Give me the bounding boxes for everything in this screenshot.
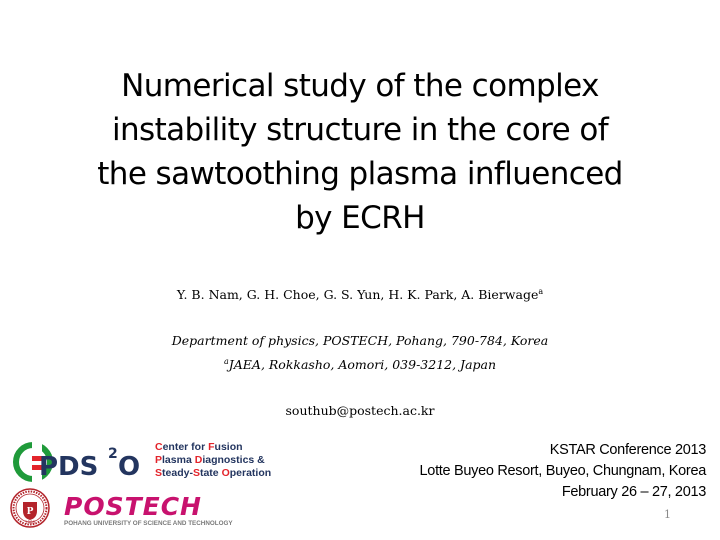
affiliation-2 — [0, 357, 720, 372]
author-names: Y. B. Nam, G. H. Choe, G. S. Yun, H. K. Park, A. Bierwage — [176, 287, 539, 303]
affiliation-2-text: JAEA, Rokkasho, Aomori, 039-3212, Japan — [228, 357, 497, 373]
affiliation-1 — [0, 333, 720, 348]
postech-seal-icon — [11, 489, 49, 527]
title-line-3: the sawtoothing plasma influenced — [97, 156, 623, 192]
svg-text:P: P — [26, 507, 34, 517]
pds2o-logo-mark — [12, 440, 154, 486]
postech-subtitle: POHANG UNIVERSITY OF SCIENCE AND TECHNOLOGY — [64, 520, 233, 527]
conference-venue: Lotte Buyeo Resort, Buyeo, Chungnam, Korea — [419, 463, 706, 479]
pds2o-logo-text: Center for Fusion Plasma Diagnostics & Steady-State Operation — [155, 441, 272, 479]
postech-logo — [10, 488, 260, 530]
postech-seal-year: 1986 — [24, 520, 36, 525]
conference-info — [420, 440, 706, 503]
slide-title — [40, 64, 680, 240]
affiliation-1-text: Department of physics, POSTECH, Pohang, 790-784, Korea — [171, 333, 549, 348]
contact-email: southub@postech.ac.kr — [285, 403, 435, 418]
title-line-2: instability structure in the core of — [111, 112, 609, 148]
title-line-1: Numerical study of the complex — [121, 68, 599, 104]
author-superscript: a — [538, 287, 544, 296]
conference-date: February 26 – 27, 2013 — [561, 484, 706, 500]
affiliation-2-superscript: a — [223, 357, 229, 366]
pds2o-superscript: 2 — [108, 446, 118, 462]
pds2o-logo — [12, 440, 272, 486]
title-line-4: by ECRH — [295, 200, 425, 236]
conference-name: KSTAR Conference 2013 — [549, 442, 706, 458]
page-number: 1 — [664, 508, 671, 521]
postech-wordmark: POSTECH — [64, 492, 202, 521]
pds2o-letter-o: O — [118, 452, 141, 482]
author-list — [0, 287, 720, 302]
pds2o-wordmark: PDS — [39, 452, 99, 482]
